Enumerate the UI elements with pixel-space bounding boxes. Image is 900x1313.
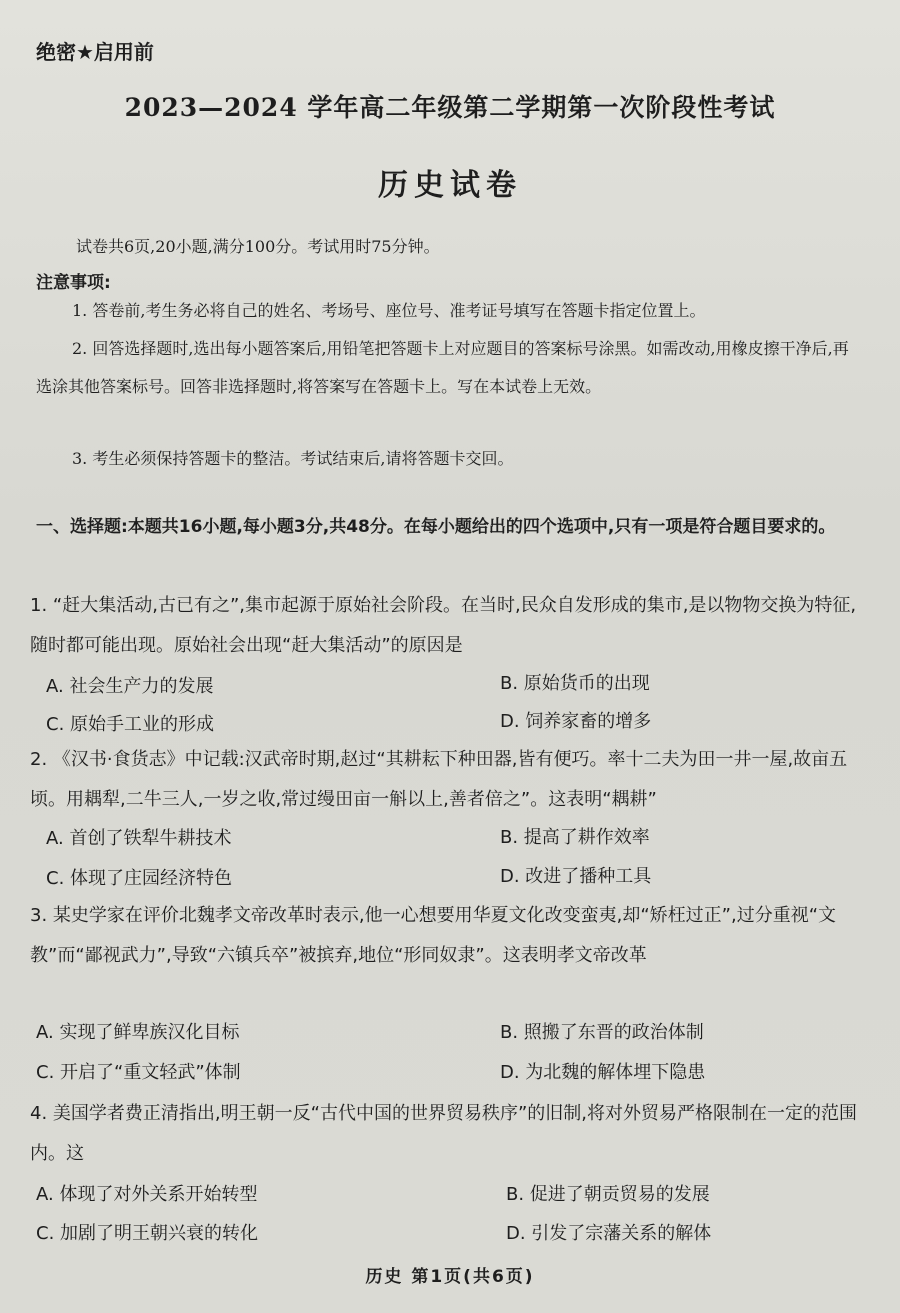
question-3-option-d: D. 为北魏的解体埋下隐患 xyxy=(500,1062,706,1083)
question-3-option-a: A. 实现了鲜卑族汉化目标 xyxy=(36,1022,240,1043)
question-2-option-b: B. 提高了耕作效率 xyxy=(500,827,650,848)
notice-item-text: 2. 回答选择题时,选出每小题答案后,用铅笔把答题卡上对应题目的答案标号涂黑。如需改动,用橡皮擦干净后,再选涂其他答案标号。回答非选择题时,将答案写在答题卡上。写在本试卷上无效。 xyxy=(36,339,849,396)
question-2-option-d: D. 改进了播种工具 xyxy=(500,866,652,887)
exam-info: 试卷共6页,20小题,满分100分。考试用时75分钟。 xyxy=(76,237,440,256)
question-1-stem: 1. “赶大集活动,古已有之”,集市起源于原始社会阶段。在当时,民众自发形成的集市,是以物物交换为特征,随时都可能出现。原始社会出现“赶大集活动”的原因是 xyxy=(30,595,857,656)
question-3-stem: 3. 某史学家在评价北魏孝文帝改革时表示,他一心想要用华夏文化改变蛮夷,却“矫枉过正”,过分重视“文教”而“鄙视武力”,导致“六镇兵卒”被摈弃,地位“形同奴隶”。这表明孝文帝改革 xyxy=(30,905,837,966)
question-1-option-a: A. 社会生产力的发展 xyxy=(46,676,214,697)
notice-title: 注意事项: xyxy=(36,273,111,293)
question-4-option-d: D. 引发了宗藩关系的解体 xyxy=(506,1223,712,1244)
question-1-option-b: B. 原始货币的出现 xyxy=(500,673,650,694)
question-3-option-c: C. 开启了“重文轻武”体制 xyxy=(36,1062,241,1083)
question-4-option-b: B. 促进了朝贡贸易的发展 xyxy=(506,1184,710,1205)
exam-title: 2023—2024 学年高二年级第二学期第一次阶段性考试 xyxy=(124,93,776,122)
question-3-option-b: B. 照搬了东晋的政治体制 xyxy=(500,1022,704,1043)
notice-item-3 xyxy=(36,440,856,478)
question-4-stem: 4. 美国学者费正清指出,明王朝一反“古代中国的世界贸易秩序”的旧制,将对外贸易严格限制在一定的范围内。这 xyxy=(30,1103,857,1164)
question-4-option-a: A. 体现了对外关系开始转型 xyxy=(36,1184,258,1205)
question-2-option-c: C. 体现了庄园经济特色 xyxy=(46,868,233,889)
notice-item-text: 1. 答卷前,考生务必将自己的姓名、考场号、座位号、准考证号填写在答题卡指定位置上。 xyxy=(72,301,706,320)
notice-item-text: 3. 考生必须保持答题卡的整洁。考试结束后,请将答题卡交回。 xyxy=(72,449,514,468)
question-2-option-a: A. 首创了铁犁牛耕技术 xyxy=(46,828,232,849)
notice-item-2 xyxy=(36,330,856,406)
subject-title: 历史试卷 xyxy=(378,168,522,203)
question-1-option-c: C. 原始手工业的形成 xyxy=(46,714,215,735)
question-1-option-d: D. 饲养家畜的增多 xyxy=(500,711,652,732)
question-4-option-c: C. 加剧了明王朝兴衰的转化 xyxy=(36,1223,259,1244)
notice-item-1 xyxy=(36,292,856,330)
section-heading: 一、选择题:本题共16小题,每小题3分,共48分。在每小题给出的四个选项中,只有一项是符合题目要求的。 xyxy=(36,517,836,537)
confidential-label: 绝密★启用前 xyxy=(36,40,154,64)
question-2-stem: 2. 《汉书·食货志》中记载:汉武帝时期,赵过“其耕耘下种田器,皆有便巧。率十二夫为田一井一屋,故亩五顷。用耦犁,二牛三人,一岁之收,常过缦田亩一斛以上,善者倍之”。这表明“耦耕” xyxy=(30,749,848,810)
page-footer: 历史 第1页(共6页) xyxy=(365,1267,535,1287)
